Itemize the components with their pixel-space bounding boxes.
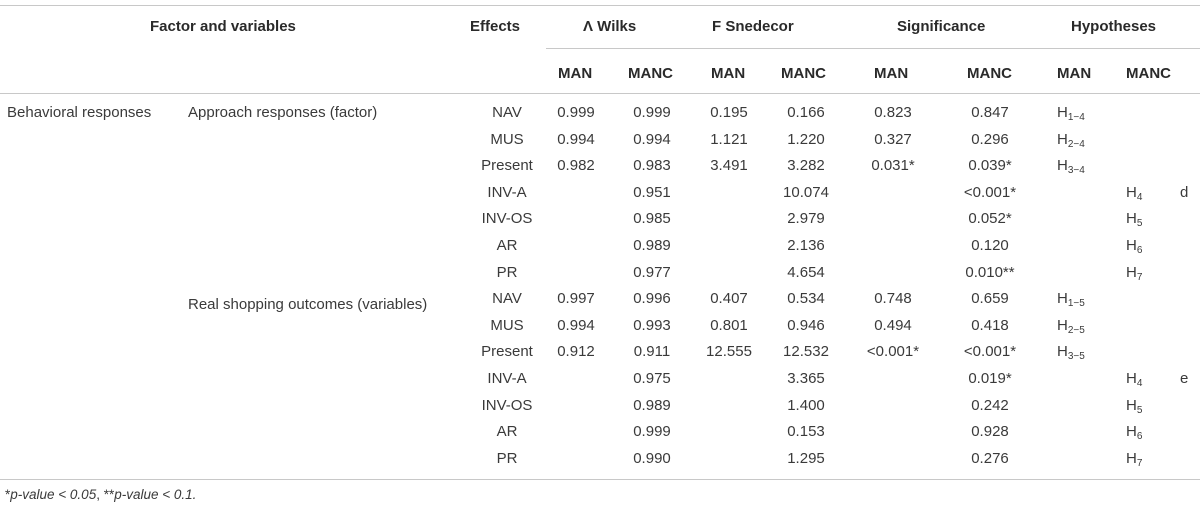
hyp-manc-letter: H (1126, 264, 1137, 281)
subheader-sig-man: MAN (874, 65, 909, 82)
footnote-star2: ** (103, 487, 115, 502)
footnote (5, 487, 196, 502)
cell-effect: INV-OS (481, 210, 533, 227)
cell-f-manc: 2.979 (787, 210, 825, 227)
header-bottom-rule (0, 93, 1200, 94)
cell-f-man: 0.407 (710, 290, 748, 307)
header-effects: Effects (470, 18, 521, 35)
cell-hyp-manc (1126, 397, 1142, 420)
hyp-manc-subscript: 7 (1136, 272, 1143, 283)
cell-sig-manc: 0.928 (971, 423, 1009, 440)
cell-f-manc: 3.282 (787, 157, 825, 174)
cell-hyp-manc (1126, 184, 1142, 207)
cell-effect: MUS (490, 317, 524, 334)
cell-sig-manc: 0.052* (968, 210, 1012, 227)
cell-hyp-manc (1126, 264, 1142, 287)
cell-f-manc: 0.534 (787, 290, 825, 307)
cell-hyp-man (1057, 104, 1085, 127)
cell-f-man: 3.491 (710, 157, 748, 174)
cell-effect: AR (496, 423, 518, 440)
cell-wilks-manc: 0.999 (633, 423, 671, 440)
cell-effect: Present (481, 343, 533, 360)
hyp-man-subscript: 3−5 (1067, 351, 1085, 362)
cell-hyp-man (1057, 131, 1085, 154)
cell-sig-manc: <0.001* (963, 184, 1017, 201)
footnote-text1: p-value < 0.05 (10, 487, 97, 502)
hyp-man-subscript: 2−4 (1067, 139, 1085, 150)
hyp-manc-subscript: 4 (1136, 378, 1143, 389)
cell-effect: INV-A (487, 184, 527, 201)
cell-sig-man: 0.327 (874, 131, 912, 148)
cell-f-manc: 2.136 (787, 237, 825, 254)
cell-effect: AR (496, 237, 518, 254)
footnote-star1: * (5, 487, 11, 502)
cell-wilks-manc: 0.994 (633, 131, 671, 148)
cell-sig-manc: 0.039* (968, 157, 1012, 174)
cell-wilks-manc: 0.989 (633, 397, 671, 414)
cell-f-manc: 0.153 (787, 423, 825, 440)
cell-f-man: 0.195 (710, 104, 748, 121)
hyp-man-subscript: 1−4 (1067, 112, 1085, 123)
header-f-snedecor: F Snedecor (712, 18, 794, 35)
group-header-rule (546, 48, 1200, 49)
cell-wilks-man: 0.994 (557, 131, 595, 148)
cell-hyp-man (1057, 290, 1085, 313)
hyp-manc-subscript: 6 (1136, 431, 1143, 442)
hyp-manc-letter: H (1126, 450, 1137, 467)
cell-wilks-man: 0.997 (557, 290, 595, 307)
cell-effect: PR (496, 264, 518, 281)
cell-f-man: 0.801 (710, 317, 748, 334)
cell-f-manc: 1.400 (787, 397, 825, 414)
cell-sig-man: 0.823 (874, 104, 912, 121)
subheader-wilks-man: MAN (558, 65, 593, 82)
footnote-sep: , (96, 487, 104, 502)
cell-wilks-man: 0.982 (557, 157, 595, 174)
cell-truncated-extra: e (1180, 370, 1189, 387)
cell-f-manc: 1.220 (787, 131, 825, 148)
subheader-hyp-manc: MANC (1126, 65, 1171, 82)
header-wilks: Λ Wilks (583, 18, 637, 35)
cell-wilks-manc: 0.985 (633, 210, 671, 227)
cell-hyp-man (1057, 157, 1085, 180)
cell-f-manc: 3.365 (787, 370, 825, 387)
cell-effect: NAV (492, 104, 522, 121)
cell-hyp-manc (1126, 210, 1142, 233)
hyp-man-letter: H (1057, 290, 1068, 307)
hyp-manc-subscript: 4 (1136, 192, 1143, 203)
hyp-man-letter: H (1057, 317, 1068, 334)
cell-effect: Present (481, 157, 533, 174)
cell-wilks-manc: 0.989 (633, 237, 671, 254)
hyp-man-letter: H (1057, 131, 1068, 148)
subheader-wilks-manc: MANC (628, 65, 673, 82)
cell-hyp-manc (1126, 450, 1142, 473)
cell-sig-man: 0.031* (871, 157, 915, 174)
cell-sig-manc: 0.418 (971, 317, 1009, 334)
cell-truncated-extra: d (1180, 184, 1189, 201)
header-factor: Factor and variables (150, 18, 296, 35)
bottom-rule (0, 479, 1200, 480)
group-sublabel-real-shopping: Real shopping outcomes (variables) (188, 296, 428, 313)
results-table (0, 5, 1200, 480)
cell-hyp-manc (1126, 423, 1142, 446)
cell-wilks-manc: 0.999 (633, 104, 671, 121)
header-hypotheses: Hypotheses (1071, 18, 1157, 35)
hyp-man-subscript: 3−4 (1067, 165, 1085, 176)
cell-wilks-man: 0.994 (557, 317, 595, 334)
cell-sig-man: 0.494 (874, 317, 912, 334)
hyp-manc-letter: H (1126, 237, 1137, 254)
cell-hyp-man (1057, 317, 1085, 340)
cell-wilks-manc: 0.983 (633, 157, 671, 174)
cell-sig-man: <0.001* (866, 343, 920, 360)
subheader-hyp-man: MAN (1057, 65, 1092, 82)
hyp-manc-letter: H (1126, 397, 1137, 414)
hyp-manc-subscript: 5 (1136, 218, 1143, 229)
cell-wilks-man: 0.999 (557, 104, 595, 121)
cell-effect: INV-A (487, 370, 527, 387)
cell-f-manc: 0.166 (787, 104, 825, 121)
top-rule (0, 5, 1200, 6)
cell-wilks-manc: 0.996 (633, 290, 671, 307)
cell-hyp-man (1057, 343, 1085, 366)
cell-hyp-manc (1126, 370, 1142, 393)
hyp-man-subscript: 2−5 (1067, 325, 1085, 336)
hyp-manc-letter: H (1126, 423, 1137, 440)
cell-wilks-manc: 0.951 (633, 184, 671, 201)
subheader-sig-manc: MANC (967, 65, 1012, 82)
cell-sig-manc: 0.847 (971, 104, 1009, 121)
cell-wilks-manc: 0.975 (633, 370, 671, 387)
hyp-man-letter: H (1057, 157, 1068, 174)
cell-effect: MUS (490, 131, 524, 148)
cell-sig-manc: 0.659 (971, 290, 1009, 307)
cell-f-manc: 10.074 (783, 184, 829, 201)
group-sublabel-approach: Approach responses (factor) (188, 104, 378, 121)
hyp-manc-letter: H (1126, 210, 1137, 227)
cell-f-man: 12.555 (706, 343, 752, 360)
cell-effect: PR (496, 450, 518, 467)
cell-effect: INV-OS (481, 397, 533, 414)
hyp-man-letter: H (1057, 104, 1068, 121)
hyp-manc-subscript: 5 (1136, 405, 1143, 416)
cell-f-manc: 0.946 (787, 317, 825, 334)
cell-sig-man: 0.748 (874, 290, 912, 307)
cell-sig-manc: 0.276 (971, 450, 1009, 467)
cell-wilks-man: 0.912 (557, 343, 595, 360)
cell-sig-manc: 0.010** (965, 264, 1015, 281)
cell-wilks-manc: 0.990 (633, 450, 671, 467)
subheader-f-manc: MANC (781, 65, 826, 82)
cell-f-manc: 4.654 (787, 264, 825, 281)
hyp-man-letter: H (1057, 343, 1068, 360)
cell-sig-manc: 0.120 (971, 237, 1009, 254)
cell-sig-manc: 0.019* (968, 370, 1012, 387)
cell-sig-manc: 0.242 (971, 397, 1009, 414)
cell-hyp-manc (1126, 237, 1142, 260)
hyp-man-subscript: 1−5 (1067, 298, 1085, 309)
cell-sig-manc: 0.296 (971, 131, 1009, 148)
group-label-behavioral: Behavioral responses (7, 104, 152, 121)
subheader-f-man: MAN (711, 65, 746, 82)
cell-f-manc: 1.295 (787, 450, 825, 467)
cell-wilks-manc: 0.993 (633, 317, 671, 334)
hyp-manc-letter: H (1126, 370, 1137, 387)
cell-effect: NAV (492, 290, 522, 307)
cell-f-manc: 12.532 (783, 343, 829, 360)
cell-f-man: 1.121 (710, 131, 748, 148)
hyp-manc-letter: H (1126, 184, 1137, 201)
header-significance: Significance (897, 18, 986, 35)
cell-sig-manc: <0.001* (963, 343, 1017, 360)
hyp-manc-subscript: 7 (1136, 458, 1143, 469)
footnote-text2: p-value < 0.1. (114, 487, 197, 502)
hyp-manc-subscript: 6 (1136, 245, 1143, 256)
cell-wilks-manc: 0.977 (633, 264, 671, 281)
cell-wilks-manc: 0.911 (633, 343, 671, 360)
